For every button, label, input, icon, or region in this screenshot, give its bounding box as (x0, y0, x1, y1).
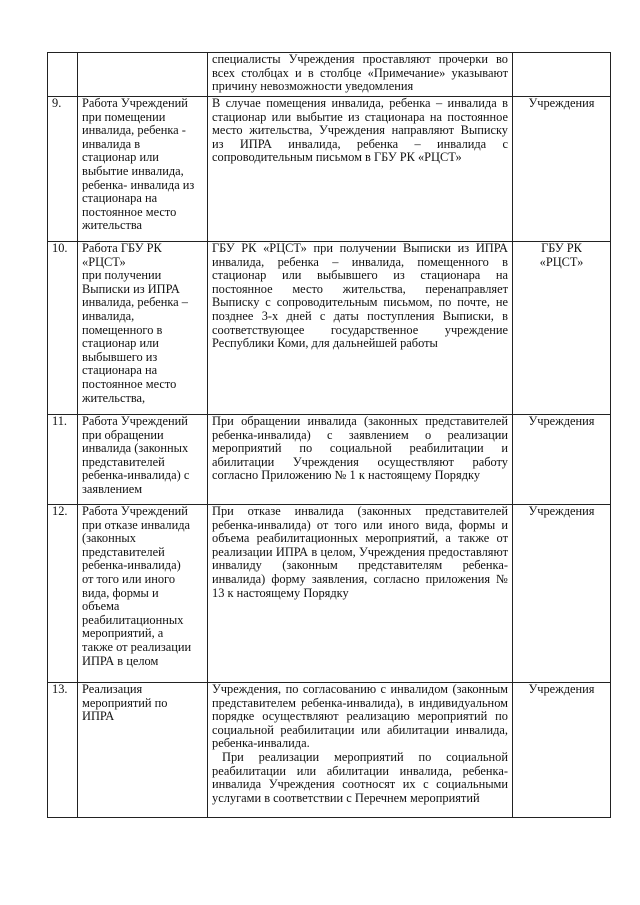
row-content (208, 97, 513, 242)
content-paragraph: При реализации мероприятий по социальной реабилитации или абилитации инвалида, ребенка-инвалида Учреждения соотносят их с социальными услугами в соответствии с Перечнем мероприятий (212, 749, 508, 805)
row-content (208, 415, 513, 505)
table-row (48, 97, 611, 242)
row-number (48, 53, 78, 97)
content-paragraph: ГБУ РК «РЦСТ» при получении Выписки из ИПРА инвалида, ребенка – инвалида, помещенного в стационар или выбывшего из стационара на постоянное место жительства, перенаправляет Выписку с сопроводительным письмом, по почте, не позднее 3-х дней с даты поступления Выписки, в соответствующее государственное учреждение Республики Коми, для дальнейшей работы (212, 241, 508, 351)
content-paragraph: В случае помещения инвалида, ребенка – инвалида в стационар или выбытие из стационара на постоянное место жительства, Учреждения направляют Выписку из ИПРА инвалида, ребенка – инвалида с сопроводительным письмом в ГБУ РК «РЦСТ» (212, 96, 508, 165)
row-responsible: Учреждения (513, 505, 611, 683)
row-responsible: ГБУ РК «РЦСТ» (513, 242, 611, 415)
table-row (48, 505, 611, 683)
row-work-title (78, 53, 208, 97)
content-paragraph: При отказе инвалида (законных представителей ребенка-инвалида) от того или иного вида, формы и объема реабилитационных мероприятий, а также от реализации ИПРА в целом, Учреждения предоставляют инвалиду (законным представителям ребенка-инвалида) форму заявления, согласно приложения № 13 к настоящему Порядку (212, 504, 508, 600)
row-number: 11. (48, 415, 78, 505)
content-paragraph: При обращении инвалида (законных представителей ребенка-инвалида) с заявлением о реализации мероприятий по социальной реабилитации и абилитации Учреждения осуществляют работу согласно Приложению № 1 к настоящему Порядку (212, 414, 508, 483)
row-number: 12. (48, 505, 78, 683)
content-paragraph: специалисты Учреждения проставляют прочерки во всех столбцах и в столбце «Примечание» указывают причину невозможности уведомления (212, 52, 508, 94)
row-work-title: Реализация мероприятий по ИПРА (78, 683, 208, 818)
row-number: 13. (48, 683, 78, 818)
row-work-title: Работа ГБУ РК «РЦСТ» при получении Выписки из ИПРА инвалида, ребенка – инвалида, помещенного в стационар или выбывшего из стационара на постоянное место жительства, (78, 242, 208, 415)
row-number: 10. (48, 242, 78, 415)
row-work-title: Работа Учреждений при обращении инвалида (законных представителей ребенка-инвалида) с заявлением (78, 415, 208, 505)
table-row (48, 53, 611, 97)
table-row (48, 242, 611, 415)
row-work-title: Работа Учреждений при помещении инвалида, ребенка - инвалида в стационар или выбытие инвалида, ребенка- инвалида из стационара на постоянное место жительства (78, 97, 208, 242)
row-number: 9. (48, 97, 78, 242)
row-content (208, 683, 513, 818)
table-row (48, 415, 611, 505)
row-responsible: Учреждения (513, 415, 611, 505)
row-responsible: Учреждения (513, 683, 611, 818)
row-content (208, 53, 513, 97)
row-responsible (513, 53, 611, 97)
table-row (48, 683, 611, 818)
row-responsible: Учреждения (513, 97, 611, 242)
row-content (208, 505, 513, 683)
row-content (208, 242, 513, 415)
content-paragraph: Учреждения, по согласованию с инвалидом (законным представителем ребенка-инвалида), в индивидуальном порядке осуществляют реализацию мероприятий по социальной реабилитации или абилитации инвалида, ребенка-инвалида. (212, 682, 508, 751)
row-work-title: Работа Учреждений при отказе инвалида (законных представителей ребенка-инвалида) от того или иного вида, формы и объема реабилитационных мероприятий, а также от реализации ИПРА в целом (78, 505, 208, 683)
procedure-table (47, 52, 611, 818)
